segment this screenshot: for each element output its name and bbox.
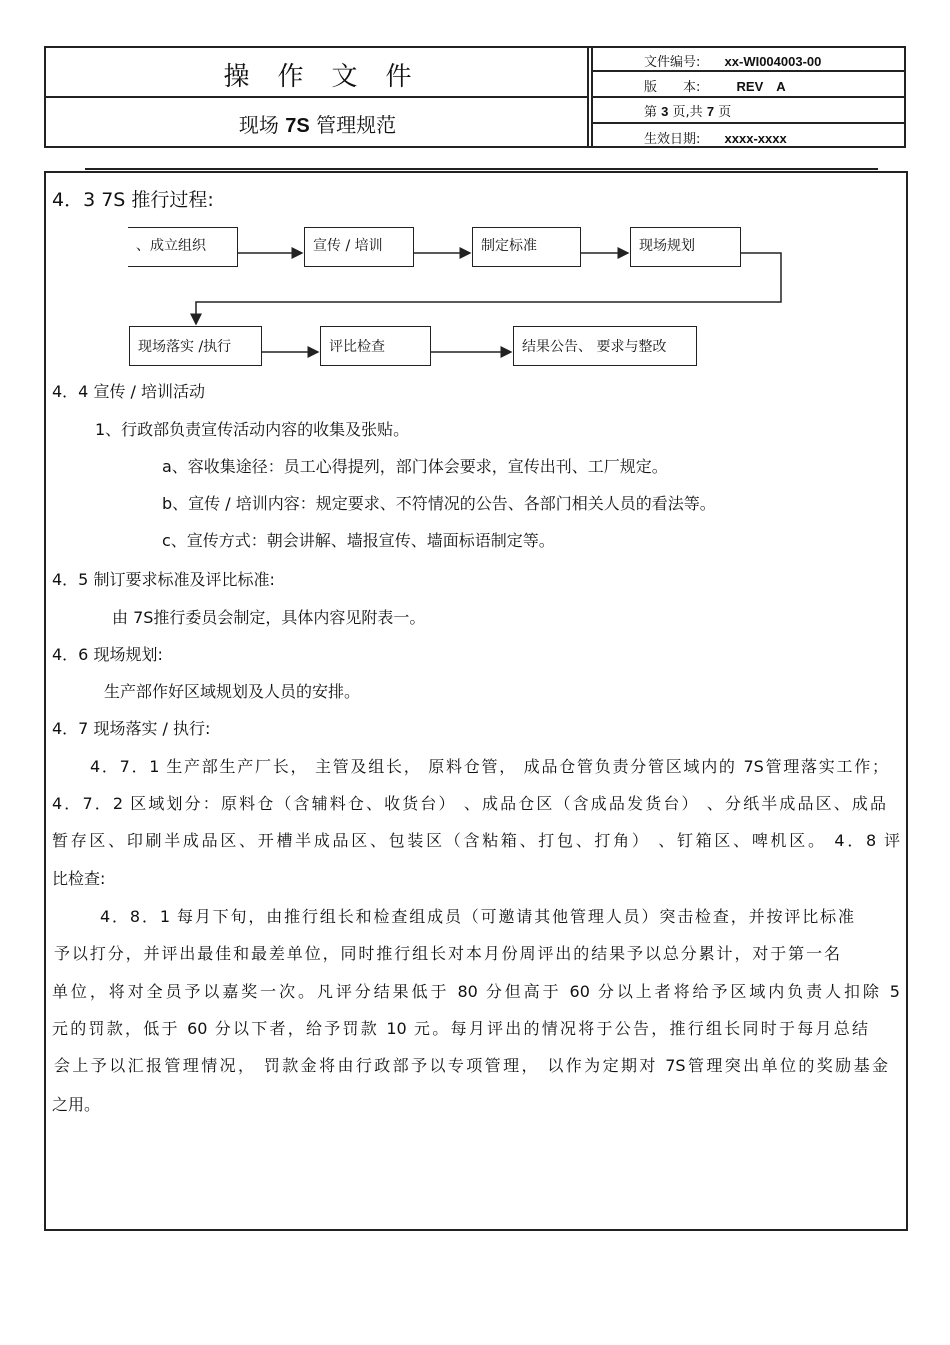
document-name-bold: 7S: [285, 115, 310, 137]
doc-number-value: xx-WI004003-00: [724, 54, 822, 69]
flow-step-site-planning: 现场规划: [630, 227, 741, 267]
section-4-4-heading: 4．4 宣传 / 培训活动: [52, 382, 206, 401]
section-4-4-item-1: 1、行政部负责宣传活动内容的收集及张贴。: [95, 420, 410, 439]
section-4-8-1-line-3: 单位，将对全员予以嘉奖一次。凡评分结果低于 80 分但高于 60 分以上者将给予区域内负责人扣除 5: [52, 982, 900, 1001]
section-4-8-heading-tail: 比检查:: [52, 869, 106, 888]
section-4-5-text: 由 7S推行委员会制定，具体内容见附表一。: [112, 608, 426, 627]
document-type-title: 操作文件: [223, 62, 440, 92]
section-4-6-heading: 4．6 现场规划:: [52, 645, 163, 664]
page-middle: 页,共: [672, 105, 703, 120]
section-4-7-2-line-1: 4．7．2 区域划分：原料仓（含辅料仓、收货台） 、成品仓区（含成品发货台） 、分纸半成品区、成品: [52, 794, 886, 813]
section-4-8-1-line-5: 会上予以汇报管理情况， 罚款金将由行政部予以专项管理， 以作为定期对 7S管理突出单位的奖励基金: [54, 1056, 888, 1075]
document-name-suffix: 管理规范: [316, 113, 397, 137]
page-suffix: 页: [718, 105, 732, 120]
section-4-7-1-text: 4．7．1 生产部生产厂长， 主管及组长， 原料仓管， 成品仓管负责分管区域内的 7S管理落实工作；: [90, 757, 888, 776]
flow-step-set-standards: 制定标准: [472, 227, 581, 267]
flow-step-results-rectification: 结果公告、 要求与整改: [513, 326, 697, 366]
section-4-8-1-line-2: 予以打分，并评出最佳和最差单位，同时推行组长对本月份周评出的结果予以总分累计，对于第一名: [54, 944, 840, 963]
flowchart-connectors: [0, 0, 950, 380]
section-4-7-heading: 4．7 现场落实 / 执行:: [52, 719, 211, 738]
section-4-4-item-a: a、容收集途径：员工心得提列，部门体会要求，宣传出刊、工厂规定。: [162, 457, 668, 476]
version-label: 版 本:: [644, 80, 701, 95]
effective-date-label: 生效日期:: [644, 132, 701, 147]
effective-date-value: xxxx-xxxx: [724, 131, 787, 146]
flow-step-evaluation: 评比检查: [320, 326, 431, 366]
section-4-7-2-line-2: 暂存区、印刷半成品区、开槽半成品区、包装区（含粘箱、打包、打角） 、钉箱区、啤机区。 4．8 评: [52, 831, 900, 850]
flow-step-implementation: 现场落实 /执行: [129, 326, 262, 366]
version-value: REV A: [736, 79, 786, 94]
flow-step-establish-org: 、成立组织: [128, 227, 238, 267]
flow-step-promotion-training: 宣传 / 培训: [304, 227, 414, 267]
section-4-4-item-b: b、宣传 / 培训内容：规定要求、不符情况的公告、各部门相关人员的看法等。: [162, 494, 716, 513]
section-4-8-1-line-1: 4．8．1 每月下旬，由推行组长和检查组成员（可邀请其他管理人员）突击检查，并按评比标准: [100, 907, 854, 926]
document-name-prefix: 现场: [238, 113, 279, 137]
page-current: 3: [661, 104, 669, 119]
section-4-8-1-line-4: 元的罚款，低于 60 分以下者，给予罚款 10 元。每月评出的情况将于公告，推行组长同时于每月总结: [52, 1019, 868, 1038]
doc-number-label: 文件编号:: [644, 55, 701, 70]
section-4-8-1-line-6: 之用。: [52, 1095, 101, 1114]
page-prefix: 第: [644, 105, 658, 120]
page-total: 7: [706, 104, 715, 119]
section-4-6-text: 生产部作好区域规划及人员的安排。: [104, 682, 361, 701]
section-4-4-item-c: c、宣传方式：朝会讲解、墙报宣传、墙面标语制定等。: [162, 531, 555, 550]
section-4-5-heading: 4．5 制订要求标准及评比标准:: [52, 570, 275, 589]
section-4-3-heading: 4．3 7S 推行过程:: [52, 189, 214, 211]
